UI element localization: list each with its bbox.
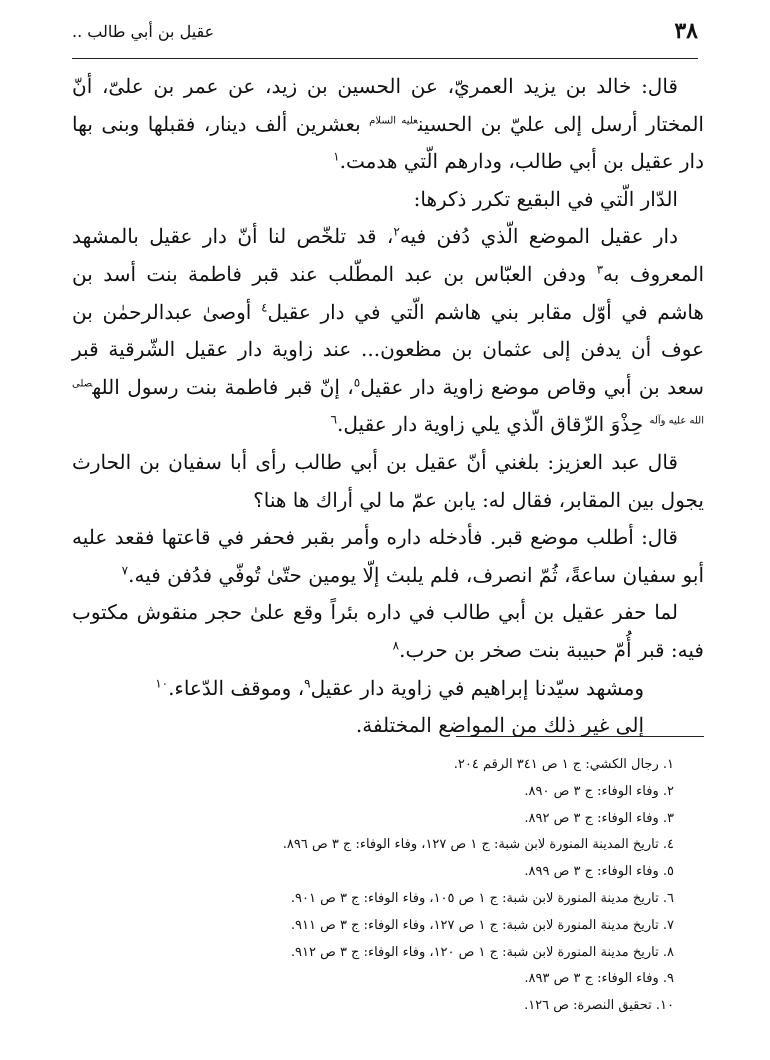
footnote-divider — [456, 736, 704, 737]
paragraph-text: حِذْوَ الزّقاق الّذي يلي زاوية دار عقيل. — [337, 412, 650, 437]
footnote: ٣. وفاء الوفاء: ج ٣ ص ٨٩٢. — [524, 810, 674, 826]
footnote-ref: ٧ — [121, 563, 129, 578]
footnote: ٦. تاريخ مدينة المنورة لابن شبة: ج ١ ص ١٠٥، وفاء الوفاء: ج ٣ ص ٩٠١. — [290, 890, 674, 906]
running-title: عقيل بن أبي طالب .. — [72, 22, 215, 41]
paragraph — [72, 707, 704, 745]
footnote: ٥. وفاء الوفاء: ج ٣ ص ٨٩٩. — [524, 864, 674, 880]
footnote: ١٠. تحقيق النصرة: ص ١٢٦. — [524, 998, 674, 1014]
footnote-ref: ٨ — [392, 638, 400, 653]
paragraph — [72, 68, 704, 181]
paragraph-text: بعشرين ألف دينار، فقبلها وبنى بها دار عقيل بن أبي طالب، ودارهم الّتي هدمت. — [72, 111, 704, 174]
paragraph — [72, 181, 704, 219]
paragraph — [72, 594, 704, 669]
main-text — [72, 68, 704, 745]
paragraph-text: ومشهد سيّدنا إبراهيم في زاوية دار عقيل — [310, 675, 644, 700]
paragraph — [72, 444, 704, 519]
footnote: ٩. وفاء الوفاء: ج ٣ ص ٨٩٣. — [524, 971, 674, 987]
paragraph-text: دار عقيل الموضع الّذي دُفن فيه — [399, 224, 678, 249]
honorific-symbol: عليه السلام — [369, 114, 418, 126]
paragraph-text: قال: خالد بن يزيد العمريّ، عن الحسين بن زيد، عن عمر بن علىّ، أنّ المختار أرسل إلى عليّ بن الحسين — [72, 74, 704, 136]
footnote-ref: ١ — [333, 149, 340, 164]
footnote: ٨. تاريخ مدينة المنورة لابن شبة: ج ١ ص ١٢٠، وفاء الوفاء: ج ٣ ص ٩١٢. — [290, 944, 674, 960]
footnote-ref: ٤ — [261, 299, 268, 314]
footnote-ref: ٣ — [596, 262, 604, 277]
paragraph-text: لما حفر عقيل بن أبي طالب في داره بئراً وقع علىٰ حجر منقوش مكتوب فيه: قبر أُمّ حبيبة بنت صخر بن حرب. — [72, 600, 704, 662]
footnote-ref: ٩ — [304, 675, 311, 690]
footnote-ref: ١٠ — [155, 675, 169, 690]
footnote-ref: ٦ — [330, 412, 338, 427]
page-number: ٣٨ — [674, 18, 698, 44]
footnotes — [114, 752, 674, 1020]
honorific-symbol: صلى الله عليه وآله — [72, 378, 704, 427]
paragraph-text: إلى غير ذلك من المواضع المختلفة. — [355, 713, 644, 738]
footnote-ref: ٥ — [353, 375, 361, 390]
page-header — [72, 18, 698, 58]
paragraph-text: الدّار الّتي في البقيع تكرر ذكرها: — [413, 186, 678, 211]
footnote: ١. رجال الكشي: ج ١ ص ٣٤١ الرقم ٢٠٤. — [453, 757, 674, 772]
footnote: ٤. تاريخ المدينة المنورة لابن شبة: ج ١ ص ١٢٧، وفاء الوفاء: ج ٣ ص ٨٩٦. — [282, 837, 674, 853]
paragraph-text: قال: أطلب موضع قبر. فأدخله داره وأمر بقبر فحفر في قاعتها فقعد عليه أبو سفيان ساعةً، ثُمّ انصرف، فلم يلبث إلّا يومين حتّىٰ تُوفّي فدُفن فيه. — [72, 525, 704, 587]
paragraph — [72, 218, 704, 444]
footnote-ref: ٢ — [393, 224, 400, 239]
paragraph — [72, 519, 704, 594]
paragraph-text: ودفن العبّاس بن عبد المطّلب عند قبر فاطمة بنت أسد بن هاشم في أوّل مقابر بني هاشم الّتي في دار عقيل — [72, 261, 704, 324]
paragraph-text: أوصىٰ عبدالرحمٰن بن عوف أن يدفن إلى عثمان بن مظعون... عند زاوية دار عقيل الشّرقية قبر سعد بن أبي وقاص موضع زاوية دار عقيل — [72, 299, 704, 399]
footnote: ٧. تاريخ مدينة المنورة لابن شبة: ج ١ ص ١٢٧، وفاء الوفاء: ج ٣ ص ٩١١. — [290, 917, 674, 933]
paragraph — [72, 670, 704, 708]
header-divider — [72, 58, 698, 59]
paragraph-text: ، إنّ قبر فاطمة بنت رسول الله — [92, 374, 354, 399]
footnote: ٢. وفاء الوفاء: ج ٣ ص ٨٩٠. — [524, 783, 674, 799]
paragraph-text: ، قد تلخّص لنا أنّ دار عقيل بالمشهد المعروف به — [72, 224, 704, 286]
paragraph-text: ، وموقف الدّعاء. — [168, 675, 305, 700]
paragraph-text: قال عبد العزيز: بلغني أنّ عقيل بن أبي طالب رأى أبا سفيان بن الحارث يجول بين المقابر، فقال له: يابن عمّ ما لي أراك ها هنا؟ — [72, 449, 704, 512]
